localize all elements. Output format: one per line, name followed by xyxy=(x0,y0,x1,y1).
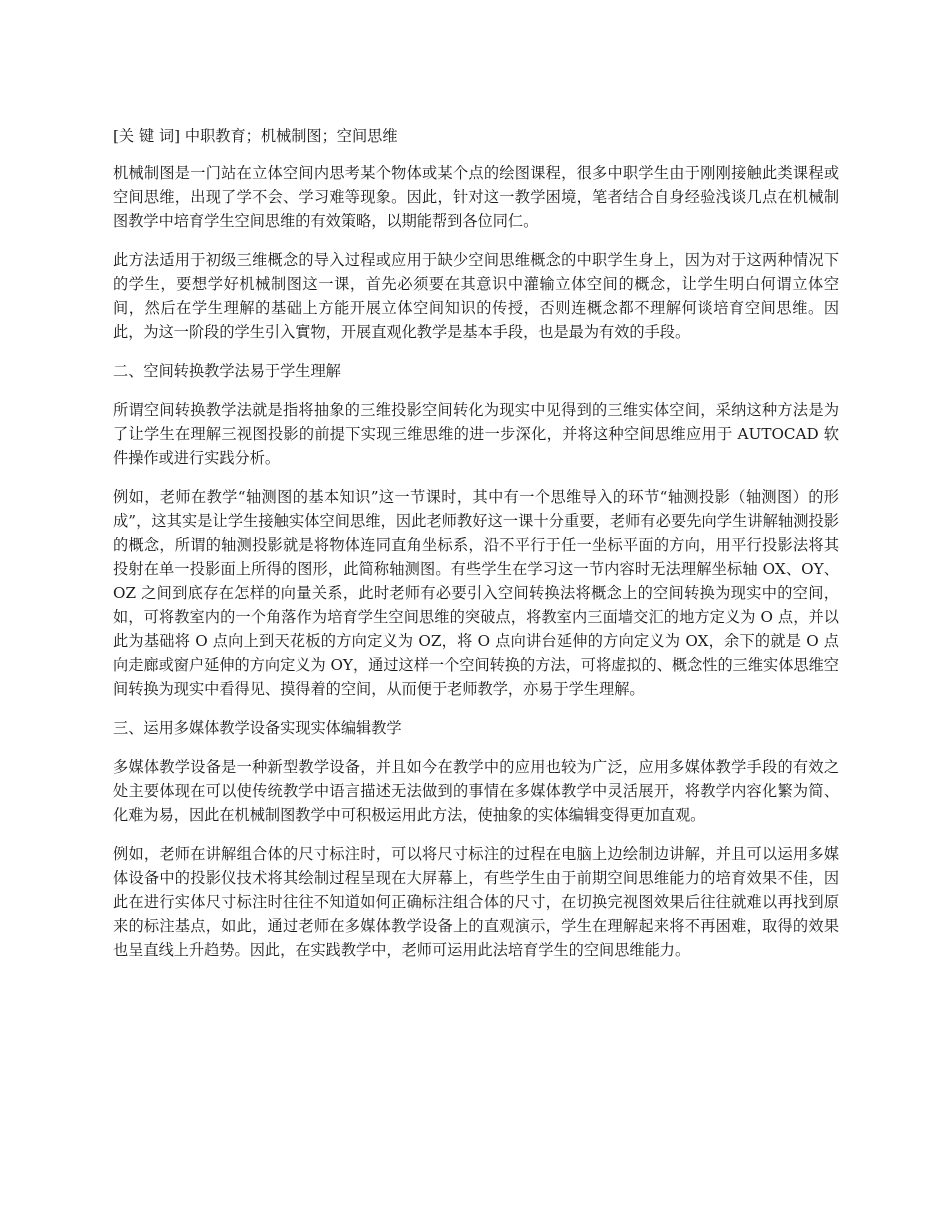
document-body xyxy=(113,124,839,977)
section-heading-two: 二、空间转换教学法易于学生理解 xyxy=(113,362,341,380)
paragraph-multimedia: 多媒体教学设备是一种新型教学设备，并且如今在教学中的应用也较为广泛，应用多媒体教学手段的有效之处主要体现在可以使传统教学中语言描述无法做到的事情在多媒体教学中灵活展开，将教学内容化繁为简、化难为易，因此在机械制图教学中可积极运用此方法，使抽象的实体编辑变得更加直观。 xyxy=(113,758,839,824)
paragraph-example-dimension: 例如，老师在讲解组合体的尺寸标注时，可以将尺寸标注的过程在电脑上边绘制边讲解，并且可以运用多媒体设备中的投影仪技术将其绘制过程呈现在大屏幕上，有些学生由于前期空间思维能力的培育效果不佳，因此在进行实体尺寸标注时往往不知道如何正确标注组合体的尺寸，在切换完视图效果后往往就难以再找到原来的标注基点，如此，通过老师在多媒体教学设备上的直观演示，学生在理解起来将不再困难，取得的效果也呈直线上升趋势。因此，在实践教学中，老师可运用此法培育学生的空间思维能力。 xyxy=(113,845,839,959)
paragraph-intro: 机械制图是一门站在立体空间内思考某个物体或某个点的绘图课程，很多中职学生由于刚刚接触此类课程或空间思维，出现了学不会、学习难等现象。因此，针对这一教学困境，笔者结合自身经验浅谈几点在机械制图教学中培育学生空间思维的有效策略，以期能帮到各位同仁。 xyxy=(113,164,839,230)
paragraph-example-axonometric: 例如，老师在教学“轴测图的基本知识”这一节课时，其中有一个思维导入的环节“轴测投影（轴测图）的形成”，这其实是让学生接触实体空间思维，因此老师教好这一课十分重要，老师有必要先向学生讲解轴测投影的概念，所谓的轴测投影就是将物体连同直角坐标系，沿不平行于任一坐标平面的方向，用平行投影法将其投射在单一投影面上所得的图形，此简称轴测图。有些学生在学习这一节内容时无法理解坐标轴 OX、OY、OZ 之间到底存在怎样的向量关系，此时老师有必要引入空间转换法将概念上的空间转换为现实中的空间，如，可将教室内的一个角落作为培育学生空间思维的突破点，将教室内三面墙交汇的地方定义为 O 点，并以此为基础将 O 点向上到天花板的方向定义为 OZ，将 O 点向讲台延伸的方向定义为 OX，余下的就是 O 点向走廊或窗户延伸的方向定义为 OY，通过这样一个空间转换的方法，可将虚拟的、概念性的三维实体思维空间转换为现实中看得见、摸得着的空间，从而便于老师教学，亦易于学生理解。 xyxy=(113,488,839,698)
paragraph-space-conversion: 所谓空间转换教学法就是指将抽象的三维投影空间转化为现实中见得到的三维实体空间，采纳这种方法是为了让学生在理解三视图投影的前提下实现三维思维的进一步深化，并将这种空间思维应用于 AUTOCAD 软件操作或进行实践分析。 xyxy=(113,401,839,467)
section-heading-three: 三、运用多媒体教学设备实现实体编辑教学 xyxy=(113,719,402,737)
paragraph-method-one: 此方法适用于初级三维概念的导入过程或应用于缺少空间思维概念的中职学生身上，因为对于这两种情况下的学生，要想学好机械制图这一课，首先必须要在其意识中灌输立体空间的概念，让学生明白何谓立体空间，然后在学生理解的基础上方能开展立体空间知识的传授，否则连概念都不理解何谈培育空间思维。因此，为这一阶段的学生引入實物，开展直观化教学是基本手段，也是最为有效的手段。 xyxy=(113,251,839,341)
keywords-line: [关 键 词] 中职教育；机械制图；空间思维 xyxy=(113,127,398,145)
